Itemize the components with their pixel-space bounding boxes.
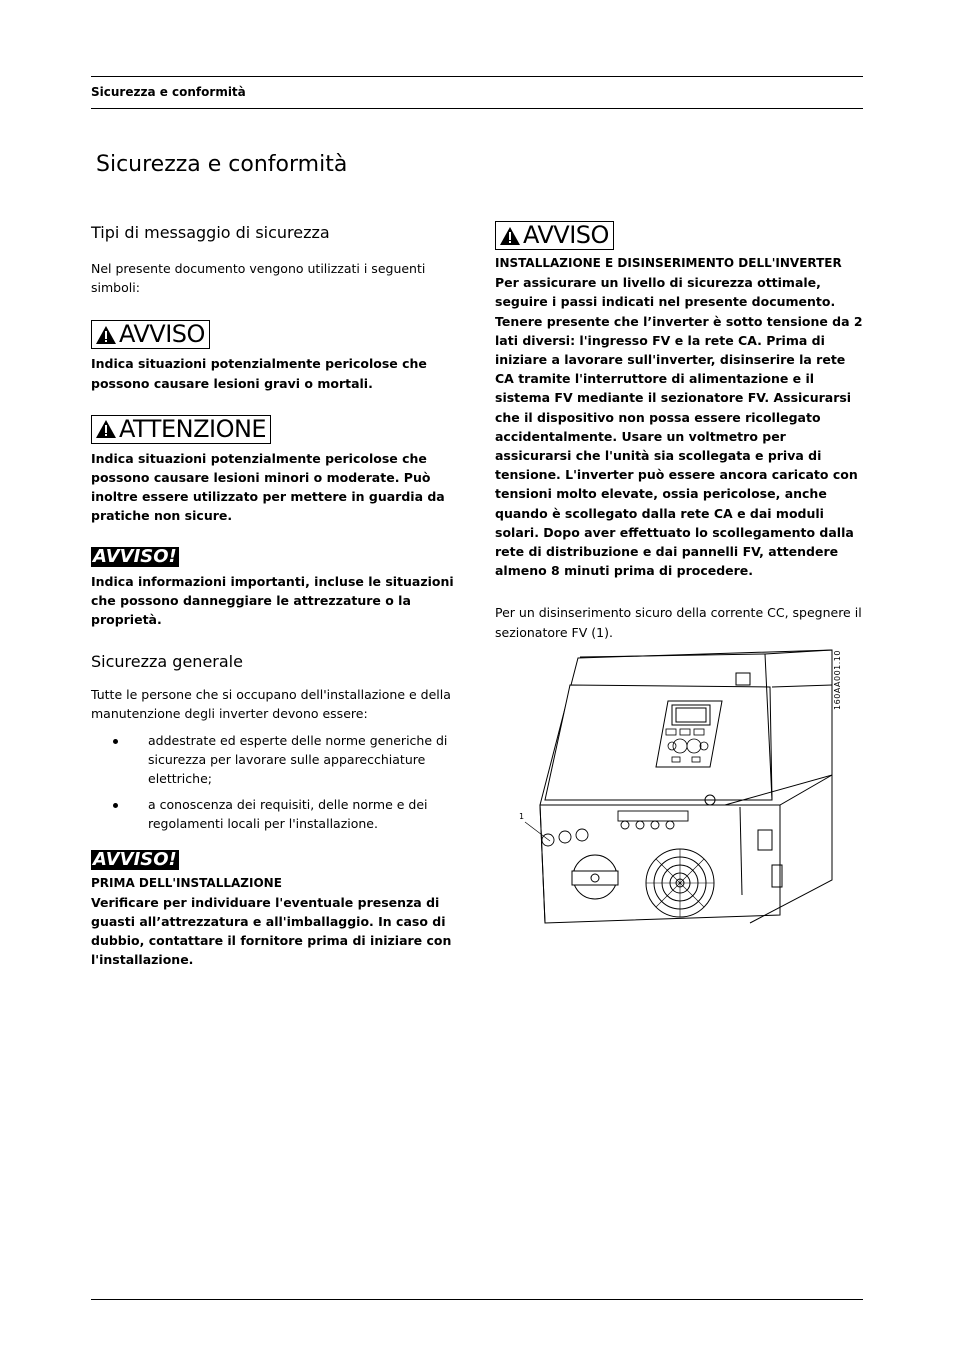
right-avviso-badge (495, 221, 614, 250)
header-rule-bottom (91, 108, 863, 109)
attenzione-badge-row (91, 415, 463, 444)
avviso-description: Indica situazioni potenzialmente pericolose che possono causare lesioni gravi o mortali. (91, 356, 427, 391)
bullet-icon (113, 803, 118, 808)
note2-heading: PRIMA DELL'INSTALLAZIONE (91, 875, 282, 890)
section-title-general-safety: Sicurezza generale (91, 652, 243, 672)
attenzione-badge (91, 415, 271, 444)
right-avviso-text: Per assicurare un livello di sicurezza ottimale, seguire i passi indicati nel presente documento. Tenere presente che l’inverter è sotto tensione da 2 lati diversi: l'ingresso FV e la rete CA. Prima di iniziare a lavorare sull'inverter, disinserire la rete CA tramite l'interruttore di alimentazione e il sistema FV mediante il sezionatore FV. Assicurarsi che il dispositivo non possa essere ricollegato accidentalmente. Usare un voltmetro per assicurarsi che l'unità sia scollegata e priva di tensione. L'inverter può essere ancora caricato con tensioni molto elevate, ossia pericolose, anche quando è scollegato dalla rete CA e dai moduli solari. Dopo aver effettuato lo scollegamento dalla rete di distribuzione e dai pannelli FV, attendere almeno 8 minuti prima di procedere. (495, 275, 863, 579)
avviso-badge (91, 320, 210, 349)
general-safety-intro: Tutte le persone che si occupano dell'installazione e della manutenzione degli inverter devono essere: (91, 687, 451, 722)
avviso-label: AVVISO (119, 320, 205, 349)
warning-triangle-icon (95, 325, 117, 345)
right-column (495, 221, 865, 642)
inverter-illustration (510, 645, 865, 930)
figure-callout-1: 1 (519, 812, 525, 821)
note2-badge: AVVISO! (93, 848, 177, 870)
bullet-icon (113, 739, 118, 744)
warning-triangle-icon (95, 419, 117, 439)
figure-code: 160AA001.10 (833, 650, 842, 710)
footer-rule (91, 1299, 863, 1300)
running-header: Sicurezza e conformità (91, 85, 246, 99)
warning-triangle-icon (499, 226, 521, 246)
requirements-list (91, 731, 463, 834)
left-column (91, 222, 463, 970)
list-item: a conoscenza dei requisiti, delle norme e dei regolamenti locali per l'installazione. (91, 795, 463, 833)
attenzione-description: Indica situazioni potenzialmente pericolose che possono causare lesioni minori o moderate. Può inoltre essere utilizzato per mettere in guardia da pratiche non sicure. (91, 450, 445, 524)
avviso-badge-row (91, 320, 463, 349)
page-title: Sicurezza e conformità (96, 152, 348, 177)
note-badge-row (91, 547, 463, 567)
note-description: Indica informazioni importanti, incluse le situazioni che possono danneggiare le attrezzature o la proprietà. (91, 573, 454, 628)
right-avviso-label: AVVISO (523, 221, 609, 249)
right-avviso-heading: INSTALLAZIONE E DISINSERIMENTO DELL'INVERTER (495, 256, 842, 270)
right-avviso-badge-row (495, 221, 865, 250)
note2-badge-row (91, 850, 463, 870)
note-badge: AVVISO! (93, 545, 177, 567)
attenzione-label: ATTENZIONE (119, 414, 267, 443)
list-item: addestrate ed esperte delle norme generiche di sicurezza per lavorare sulle apparecchiature elettriche; (91, 731, 463, 789)
section-intro: Nel presente documento vengono utilizzati i seguenti simboli: (91, 261, 426, 296)
header-rule-top (91, 76, 863, 77)
dc-disconnect-text: Per un disinserimento sicuro della corrente CC, spegnere il sezionatore FV (1). (495, 605, 862, 640)
section-title-message-types: Tipi di messaggio di sicurezza (91, 223, 330, 242)
note2-description: Verificare per individuare l'eventuale presenza di guasti all’attrezzatura e all'imballaggio. In caso di dubbio, contattare il fornitore prima di iniziare con l'installazione. (91, 894, 452, 968)
